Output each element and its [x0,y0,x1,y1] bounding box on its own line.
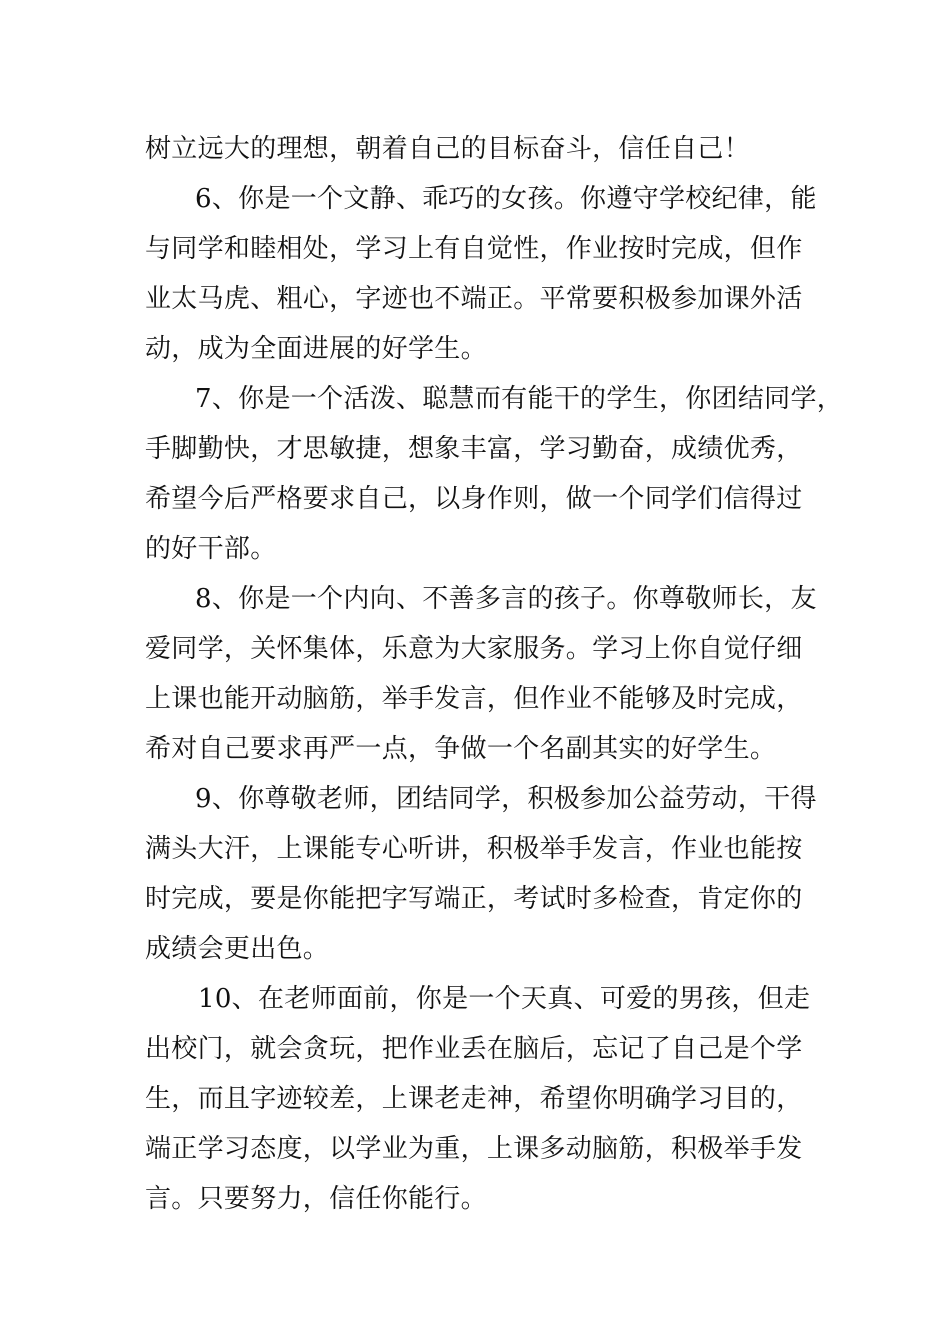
text-line: 手脚勤快，才思敏捷，想象丰富，学习勤奋，成绩优秀， [145,434,803,464]
text-line: 生，而且字迹较差，上课老走神，希望你明确学习目的， [145,1084,803,1114]
text-line: 端正学习态度，以学业为重，上课多动脑筋，积极举手发 [145,1134,803,1164]
text-line: 上课也能开动脑筋，举手发言，但作业不能够及时完成， [145,684,803,714]
paragraph-10-line: 10、在老师面前，你是一个天真、可爱的男孩，但走 [198,984,811,1014]
text-line: 时完成，要是你能把字写端正，考试时多检查，肯定你的 [145,884,803,914]
text-line: 满头大汗，上课能专心听讲，积极举手发言，作业也能按 [145,834,803,864]
text-line: 的好干部。 [145,534,277,564]
paragraph-9-line: 9、你尊敬老师，团结同学，积极参加公益劳动，干得 [195,784,817,814]
paragraph-6-line: 6、你是一个文静、乖巧的女孩。你遵守学校纪律，能 [195,184,817,214]
text-line: 成绩会更出色。 [145,934,330,964]
text-line: 动，成为全面进展的好学生。 [145,334,487,364]
text-line: 树立远大的理想，朝着自己的目标奋斗，信任自己！ [145,134,750,164]
paragraph-7-line: 7、你是一个活泼、聪慧而有能干的学生，你团结同学， [195,384,844,414]
text-line: 言。只要努力，信任你能行。 [145,1184,487,1214]
text-line: 出校门，就会贪玩，把作业丢在脑后，忘记了自己是个学 [145,1034,803,1064]
paragraph-8-line: 8、你是一个内向、不善多言的孩子。你尊敬师长，友 [195,584,817,614]
text-line: 爱同学，关怀集体，乐意为大家服务。学习上你自觉仔细 [145,634,803,664]
text-line: 希望今后严格要求自己，以身作则，做一个同学们信得过 [145,484,803,514]
text-line: 业太马虎、粗心，字迹也不端正。平常要积极参加课外活 [145,284,803,314]
text-line: 与同学和睦相处，学习上有自觉性，作业按时完成，但作 [145,234,803,264]
text-line: 希对自己要求再严一点，争做一个名副其实的好学生。 [145,734,777,764]
